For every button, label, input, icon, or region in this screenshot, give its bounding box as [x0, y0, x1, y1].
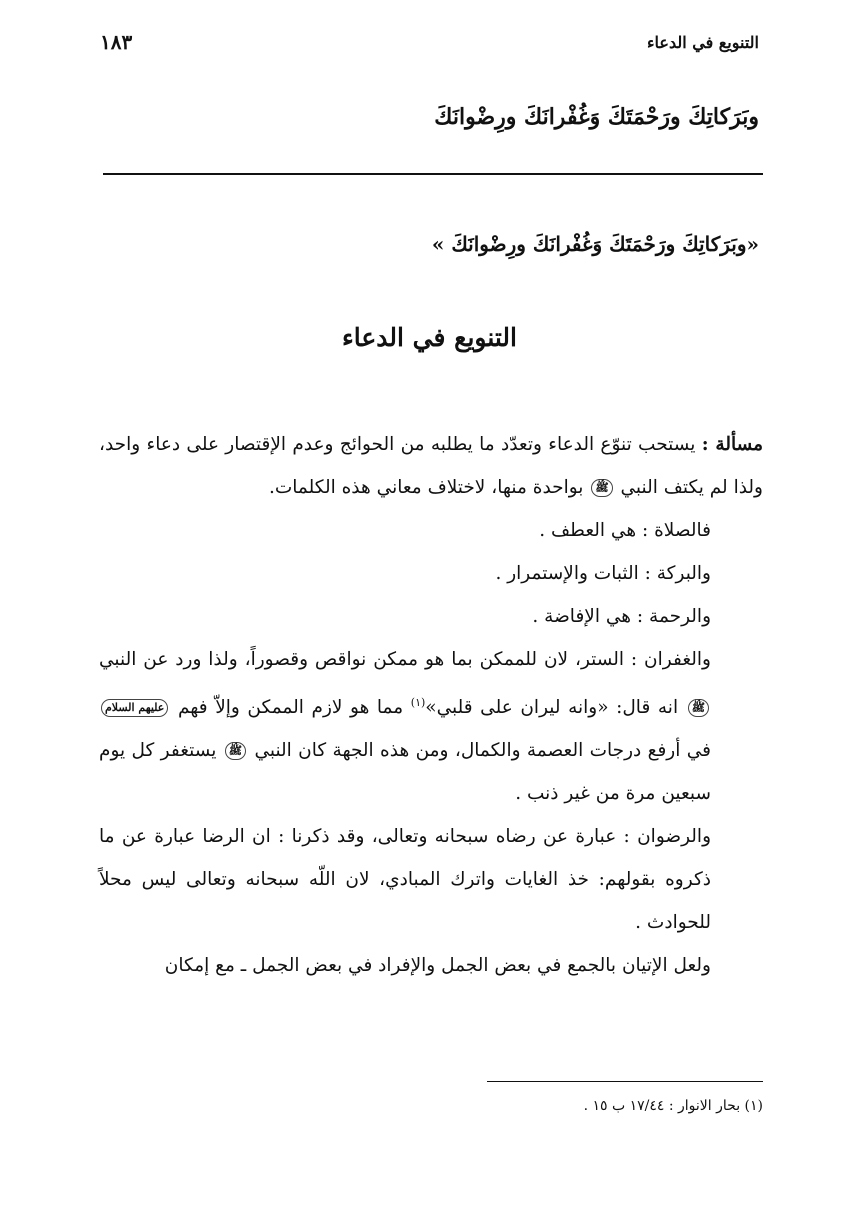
paragraph-masala	[99, 423, 763, 509]
honorific-saw-icon: ﷺ	[225, 742, 246, 760]
body-text	[99, 423, 763, 987]
top-verse: وبَرَكاتِكَ ورَحْمَتَكَ وَغُفْرانَكَ ورِضْوانَكَ	[434, 104, 759, 130]
paragraph-ghufran	[99, 638, 763, 815]
honorific-saw-icon: ﷺ	[591, 479, 612, 497]
paragraph-continuation: ولعل الإتيان بالجمع في بعض الجمل والإفراد في بعض الجمل ـ مع إمكان	[164, 955, 711, 977]
running-title: التنويع في الدعاء	[647, 32, 759, 52]
footnote-marker: (١)	[410, 696, 426, 709]
definition-salat: فالصلاة : هي العطف .	[539, 520, 711, 541]
page-number: ١٨٣	[100, 30, 133, 54]
honorific-saw-icon: ﷺ	[688, 699, 709, 717]
footnote-rule	[487, 1081, 763, 1082]
definition-rahma: والرحمة : هي الإفاضة .	[532, 606, 711, 627]
paragraph-text: بواحدة منها، لاختلاف معاني هذه الكلمات.	[268, 477, 584, 498]
definition-baraka: والبركة : الثبات والإستمرار .	[495, 563, 711, 584]
paragraph-text: يستغفر كل يوم سبعين مرة من غير ذنب .	[99, 740, 711, 805]
running-header	[100, 30, 759, 54]
separator-rule	[103, 173, 763, 175]
quoted-verse: «وبَرَكاتِكَ ورَحْمَتَكَ وَغُفْرانَكَ ورِضْوانَكَ »	[431, 232, 759, 256]
paragraph-text: انه قال: «وانه ليران على قلبي»	[425, 697, 679, 719]
paragraph-ridwan: والرضوان : عبارة عن رضاه سبحانه وتعالى، وقد ذكرنا : ان الرضا عبارة عن ما ذكروه بقولهم: خذ الغايات واترك المبادي، لان اللّه سبحانه وتعالى ليس محلاً للحوادث .	[99, 826, 711, 934]
masala-label: مسألة :	[701, 434, 764, 455]
paragraph-text: يستحب تنوّع الدعاء وتعدّد ما يطلبه من الحوائج وعدم الإقتصار على دعاء واحد، ولذا لم يكتف النبي	[99, 434, 763, 498]
paragraph-text: مما هو لازم الممكن وإلاّ فهم	[177, 697, 404, 719]
section-heading: التنويع في الدعاء	[342, 323, 517, 352]
paragraph-text: في أرفع درجات العصمة والكمال، ومن هذه الجهة كان النبي	[254, 740, 711, 762]
footnote: (١) بحار الانوار : ١٧/٤٤ ب ١٥ .	[583, 1098, 763, 1114]
paragraph-text: والغفران : الستر، لان للممكن بما هو ممكن نواقص وقصوراً، ولذا ورد عن النبي	[99, 649, 711, 670]
honorific-as-icon: عليهم السلام	[101, 699, 168, 717]
